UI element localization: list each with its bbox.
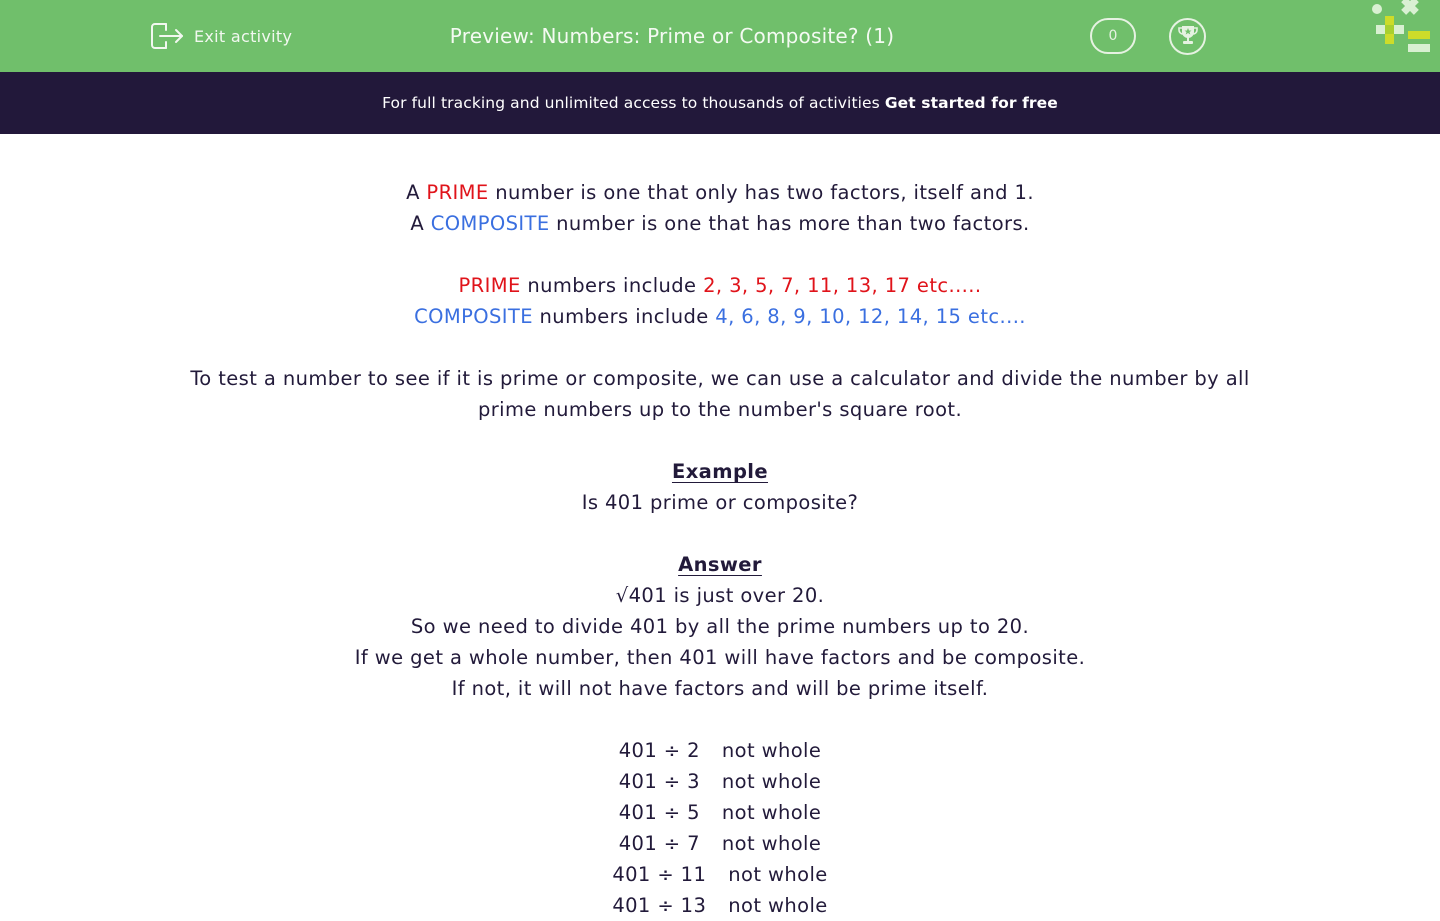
- exit-activity-label: Exit activity: [194, 26, 293, 46]
- trophy-icon: [1177, 24, 1199, 50]
- explanation-content: [140, 177, 1300, 921]
- calculation-row: 401 ÷ 5 not whole: [618, 801, 822, 824]
- brand-logo: [1366, 0, 1440, 56]
- answer-heading: Answer: [678, 553, 762, 576]
- promo-banner: [0, 72, 1440, 134]
- prime-examples: PRIME numbers include 2, 3, 5, 7, 11, 13, 17 etc.....: [458, 274, 982, 297]
- calculation-row: 401 ÷ 7 not whole: [618, 832, 822, 855]
- prime-term: PRIME: [426, 181, 489, 204]
- calculation-row: 401 ÷ 11 not whole: [612, 863, 828, 886]
- composite-term: COMPOSITE: [430, 212, 550, 235]
- example-heading: Example: [671, 460, 769, 483]
- example-question: Is 401 prime or composite?: [581, 491, 859, 514]
- answer-line: √401 is just over 20.: [615, 584, 825, 607]
- calculation-row: 401 ÷ 13 not whole: [612, 894, 828, 917]
- calculation-row: 401 ÷ 2 not whole: [618, 739, 822, 762]
- composite-definition: A COMPOSITE number is one that has more than two factors.: [410, 212, 1030, 235]
- score-badge: 0: [1090, 18, 1136, 54]
- top-bar: [0, 0, 1440, 72]
- page-title: Preview: Numbers: Prime or Composite? (1): [449, 24, 895, 48]
- trophy-button[interactable]: [1169, 18, 1206, 55]
- banner-text: For full tracking and unlimited access to thousands of activities: [382, 94, 880, 112]
- prime-definition: A PRIME number is one that only has two factors, itself and 1.: [406, 181, 1034, 204]
- method-text-line-2: prime numbers up to the number's square root.: [477, 398, 963, 421]
- answer-line: If we get a whole number, then 401 will have factors and be composite.: [354, 646, 1086, 669]
- answer-line: So we need to divide 401 by all the prime numbers up to 20.: [410, 615, 1030, 638]
- answer-line: If not, it will not have factors and will be prime itself.: [451, 677, 989, 700]
- get-started-link[interactable]: Get started for free: [884, 94, 1058, 112]
- method-text-line-1: To test a number to see if it is prime or composite, we can use a calculator and divide the number by all: [190, 367, 1250, 390]
- calculation-row: 401 ÷ 3 not whole: [618, 770, 822, 793]
- composite-examples: COMPOSITE numbers include 4, 6, 8, 9, 10, 12, 14, 15 etc....: [414, 305, 1026, 328]
